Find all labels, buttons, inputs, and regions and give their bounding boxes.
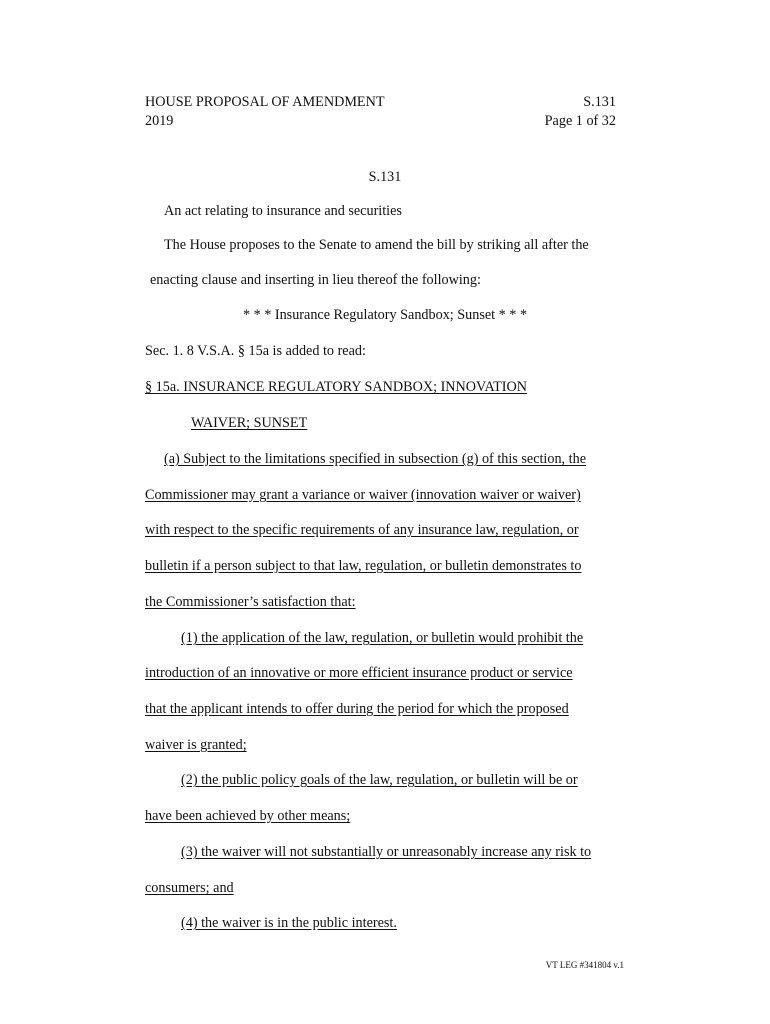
item-3-line-1: (3) the waiver will not substantially or unreasonably increase any risk to	[181, 844, 592, 860]
item-1-line-2: introduction of an innovative or more efficient insurance product or service	[145, 665, 573, 681]
intro-line-2: enacting clause and inserting in lieu thereof the following:	[150, 272, 481, 288]
item-1-line-4: waiver is granted;	[145, 737, 247, 753]
header-year: 2019	[145, 113, 174, 129]
part-heading: * * * Insurance Regulatory Sandbox; Sunset * * *	[242, 307, 528, 323]
subsection-a-line-3: with respect to the specific requirements of any insurance law, regulation, or	[145, 522, 579, 538]
subsection-a-line-4: bulletin if a person subject to that law, regulation, or bulletin demonstrates to	[145, 558, 582, 574]
header-bill-number: S.131	[583, 94, 616, 110]
header-page-number: Page 1 of 32	[544, 113, 616, 129]
item-4-line-1: (4) the waiver is in the public interest.	[181, 915, 397, 931]
intro-line-1: The House proposes to the Senate to amend the bill by striking all after the	[164, 237, 589, 253]
header-title: HOUSE PROPOSAL OF AMENDMENT	[145, 94, 385, 110]
act-title: An act relating to insurance and securities	[164, 203, 402, 219]
section-title-line-1: § 15a. INSURANCE REGULATORY SANDBOX; INNOVATION	[145, 379, 528, 395]
bill-number: S.131	[368, 169, 402, 185]
subsection-a-line-2: Commissioner may grant a variance or waiver (innovation waiver or waiver)	[145, 487, 581, 503]
item-3-line-2: consumers; and	[145, 880, 234, 896]
subsection-a-line-5: the Commissioner’s satisfaction that:	[145, 594, 356, 610]
item-2-line-1: (2) the public policy goals of the law, regulation, or bulletin will be or	[181, 772, 578, 788]
section-title-line-2: WAIVER; SUNSET	[191, 415, 308, 431]
item-2-line-2: have been achieved by other means;	[145, 808, 351, 824]
section-heading: Sec. 1. 8 V.S.A. § 15a is added to read:	[145, 343, 366, 359]
item-1-line-3: that the applicant intends to offer during the period for which the proposed	[145, 701, 569, 717]
subsection-a-line-1: (a) Subject to the limitations specified in subsection (g) of this section, the	[164, 451, 586, 467]
item-1-line-1: (1) the application of the law, regulation, or bulletin would prohibit the	[181, 630, 584, 646]
footer-document-id: VT LEG #341804 v.1	[545, 960, 624, 970]
